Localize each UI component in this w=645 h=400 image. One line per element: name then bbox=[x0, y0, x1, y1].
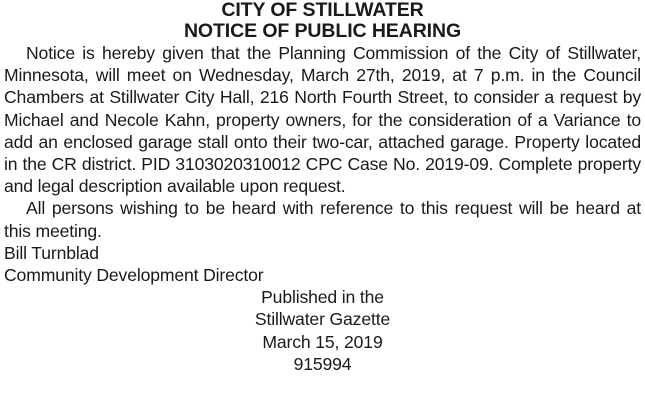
publication-line-1: Published in the bbox=[261, 287, 384, 308]
signer-name: Bill Turnblad bbox=[4, 242, 99, 263]
publication-name: Stillwater Gazette bbox=[254, 309, 391, 330]
signer-title: Community Development Director bbox=[4, 265, 264, 286]
notice-hearing-paragraph: All persons wishing to be heard with reference to this request will be heard at this meeting. bbox=[4, 198, 641, 241]
notice-body-paragraph: Notice is hereby given that the Planning Commission of the City of Stillwater, Minnesota, will meet on Wednesday, March 27th, 2019, at 7 p.m. in the Council Chambers at Stillwater City Hall, 216 North Fourth Street, to consider a request by Michael and Necole Kahn, property owners, for the consideration of a Variance to add an enclosed garage stall onto their two-car, attached garage. Property located in the CR district. PID 3103020310012 CPC Case No. 2019-09. Complete property and legal description available upon request. bbox=[4, 43, 641, 197]
publication-date: March 15, 2019 bbox=[262, 331, 383, 352]
ad-number: 915994 bbox=[293, 353, 352, 374]
notice-heading: NOTICE OF PUBLIC HEARING bbox=[183, 20, 462, 42]
notice-city-title: CITY OF STILLWATER bbox=[221, 0, 424, 21]
